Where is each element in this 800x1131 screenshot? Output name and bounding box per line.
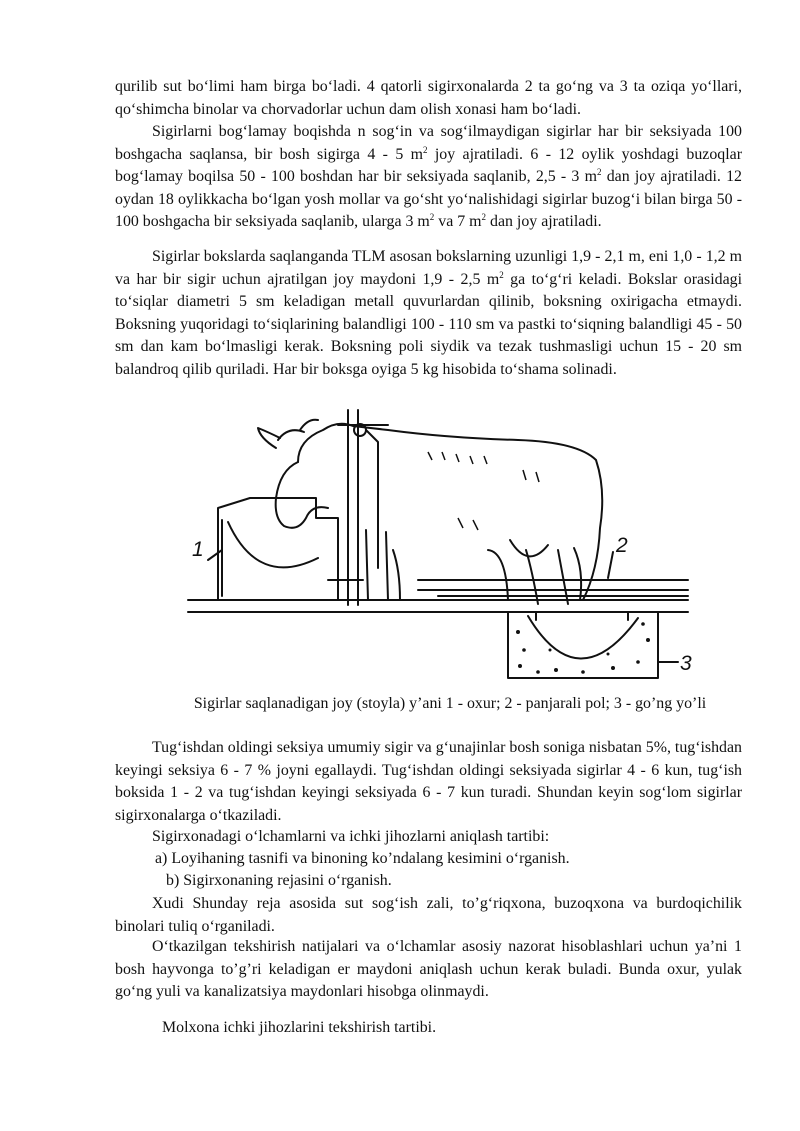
paragraph-equipment-check: Molxona ichki jihozlarini tekshirish tartibi. [162,1019,437,1036]
paragraph-other-buildings: Xudi Shunday reja asosida sut sog‘ish zali, to’g‘riqxona, buzoqxona va burdoqichilik binolari tuliq o‘rganiladi. [115,895,742,935]
paragraph-box-dimensions: Sigirlar bokslarda saqlanganda TLM asosan bokslarning uzunligi 1,9 - 2,1 m, eni 1,0 - 1,2 m va har bir sigir uchun ajratilgan joy maydoni 1,9 - 2,5 $m^2$ ga to‘g‘ri keladi. Bokslar orasidagi to‘siqlar diametri 5 sm keladigan metall quvurlardan qilinib, boksning oxirigacha etmaydi. Boksning yuqoridagi to‘siqlarining balandligi 100 - 110 sm va pastki to‘siqning balandligi 45 - 50 sm dan kam bo‘lmasligi kerak. Boksning poli siydik va tezak tushmasligi uchun 15 - 20 sm balandroq qilib quriladi. Har bir boksga oyiga 5 kg hisobida to‘shama solinadi. [115,248,742,378]
figure-label-2: 2 [616,534,628,557]
paragraph-results: O‘tkazilgan tekshirish natijalari va o‘lchamlar asosiy nazorat hisoblashlari uchun ya’ni 1 bosh hayvonga to’g’ri keladigan er maydoni aniqlash uchun kerak buladi. Bunda oxur, yulak go‘ng yuli va kanalizatsiya maydonlari hisobga olinmaydi. [115,938,742,1001]
cow-stall-drawing [188,400,692,690]
list-item-a: a) Loyihaning tasnifi va binoning ko’ndalang kesimini o‘rganish. [155,850,570,867]
paragraph-loose-housing: Sigirlarni bog‘lamay boqishda n sog‘in va sog‘ilmaydigan sigirlar har bir seksiyada 100 boshgacha saqlansa, bir bosh sigirga 4 - 5 $m^2$ joy ajratiladi. 6 - 12 oylik yoshdagi buzoqlar bog‘lamay boqilsa 50 - 100 boshdan har bir seksiyada saqlanib, 2,5 - 3 $m^2$ dan joy ajratiladi. 12 oydan 18 oylikkacha bo‘lgan yosh mollar va go‘sht yo‘nalishidagi sigirlar buzog‘i bilan birga 50 - 100 boshgacha bir seksiyada saqlanib, ularga 3 $m^2$ va 7 $m^2$ dan joy ajratiladi. [115,123,742,231]
paragraph-intro: qurilib sut bo‘limi ham birga bo‘ladi. 4 qatorli sigirxonalarda 2 ta go‘ng va 3 ta oziqa yo‘llari, qo‘shimcha binolar va chorvadorlar uchun dam olish xonasi ham bo‘ladi. [115,78,742,118]
figure-label-3: 3 [680,652,692,675]
paragraph-procedure-intro: Sigirxonadagi o‘lchamlarni va ichki jihozlarni aniqlash tartibi: [152,828,550,845]
list-item-b: b) Sigirxonaning rejasini o‘rganish. [166,872,392,889]
paragraph-calving-sections: Tug‘ishdan oldingi seksiya umumiy sigir va g‘unajinlar bosh soniga nisbatan 5%, tug‘ishdan keyingi seksiya 6 - 7 % joyni egallaydi. Tug‘ishdan oldingi seksiyada sigirlar 4 - 6 kun, tug‘ish boksida 1 - 2 va tug‘ishdan keyingi seksiyada 6 - 7 kun turadi. Shundan keyin sog‘lom sigirlar sigirxonalarga o‘tkaziladi. [115,739,742,824]
figure-caption: Sigirlar saqlanadigan joy (stoyla) y’ani 1 - oxur; 2 - panjarali pol; 3 - go’ng yo’li [193,695,707,712]
stall-illustration [188,400,692,690]
figure-label-1: 1 [192,538,204,561]
